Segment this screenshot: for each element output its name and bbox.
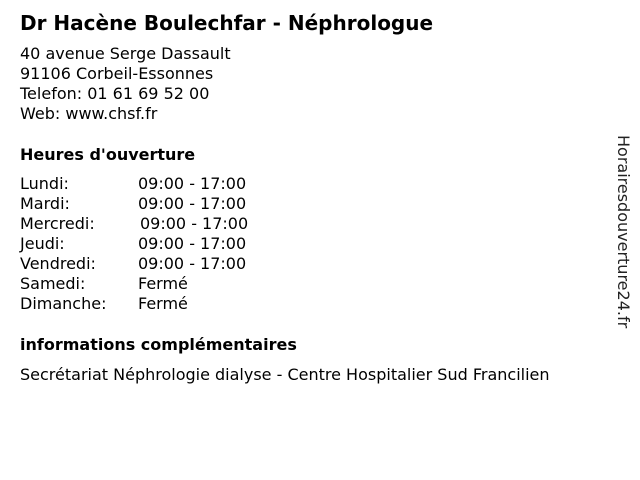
hours-day: Samedi: <box>20 274 86 293</box>
address-web: Web: www.chsf.fr <box>20 104 158 123</box>
hours-time: 09:00 - 17:00 <box>138 254 247 273</box>
hours-time: 09:00 - 17:00 <box>138 174 247 193</box>
hours-day: Dimanche: <box>20 294 107 313</box>
opening-hours-heading: Heures d'ouverture <box>20 145 196 164</box>
hours-time: Fermé <box>138 294 188 313</box>
hours-day: Lundi: <box>20 174 69 193</box>
address-block <box>20 44 231 124</box>
hours-time: 09:00 - 17:00 <box>138 194 247 213</box>
address-phone: Telefon: 01 61 69 52 00 <box>20 84 210 103</box>
address-city: 91106 Corbeil-Essonnes <box>20 64 214 83</box>
page-title: Dr Hacène Boulechfar - Néphrologue <box>20 11 434 35</box>
hours-day: Mercredi: <box>20 214 95 233</box>
hours-day: Vendredi: <box>20 254 96 273</box>
hours-time: 09:00 - 17:00 <box>140 214 249 233</box>
additional-info-text: Secrétariat Néphrologie dialyse - Centre Hospitalier Sud Francilien <box>20 365 550 384</box>
hours-time: 09:00 - 17:00 <box>138 234 247 253</box>
hours-time: Fermé <box>138 274 188 293</box>
additional-info-heading: informations complémentaires <box>20 335 297 354</box>
hours-day: Mardi: <box>20 194 70 213</box>
address-street: 40 avenue Serge Dassault <box>20 44 231 63</box>
site-watermark: Horairesdouverture24.fr <box>614 135 633 329</box>
hours-day: Jeudi: <box>20 234 65 253</box>
